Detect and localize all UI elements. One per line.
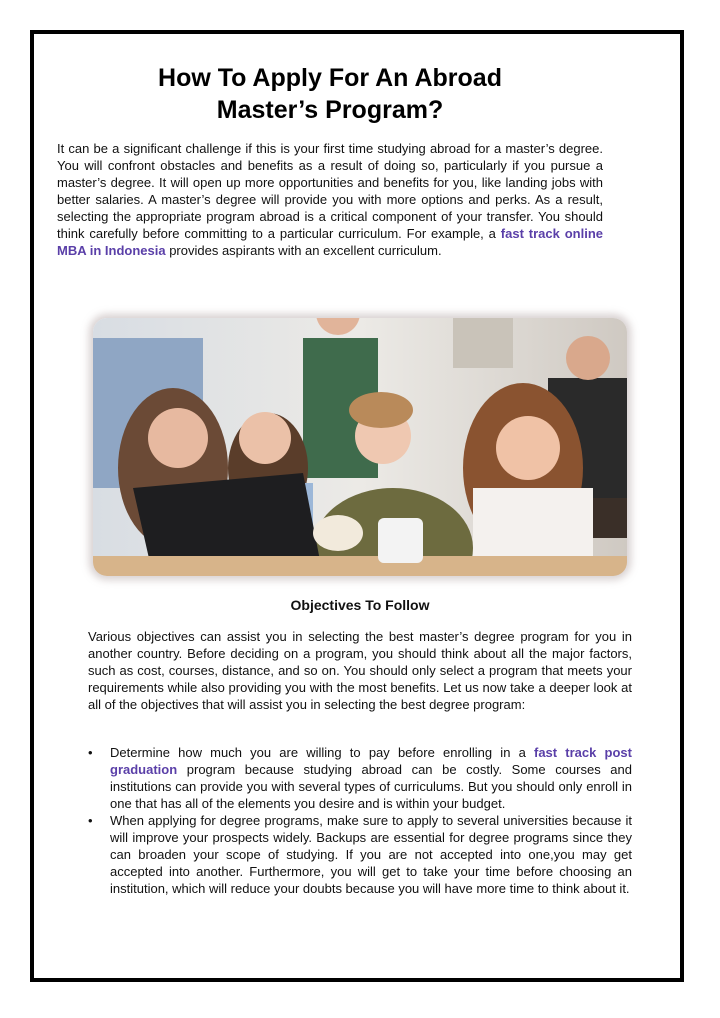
intro-paragraph xyxy=(57,140,603,259)
bullet-icon: • xyxy=(88,745,93,760)
bullet-1-text-end: program because studying abroad can be costly. Some courses and institutions can provide you with several types of curriculums. But you should only enroll in one that has all of the elements you desire and is within your budget. xyxy=(110,762,632,811)
bullet-2-text: When applying for degree programs, make sure to apply to several universities because it will improve your prospects widely. Backups are essential for degree programs since they can broaden your scope of studying. If you are not accepted into one,you may get accepted into another. Furthermore, you will get to take your time before choosing an institution, which will reduce your doubts because you will have more time to think about it. xyxy=(110,813,632,896)
bullet-icon: • xyxy=(88,813,93,828)
article xyxy=(57,62,603,259)
students-laptop-photo xyxy=(93,318,627,576)
intro-text-end: provides aspirants with an excellent curriculum. xyxy=(165,243,442,258)
objectives-paragraph: Various objectives can assist you in selecting the best master’s degree program for you in another country. Before deciding on a program, you should think about all the major factors, such as cost, courses, distance, and so on. You should only select a program that meets your requirements while also providing you with the most benefits. Let us now take a deeper look at all of the objectives that will assist you in selecting the best degree program: xyxy=(88,629,632,712)
bullet-1-text-start: Determine how much you are willing to pay before enrolling in a xyxy=(110,745,534,760)
intro-text-start: It can be a significant challenge if this is your first time studying abroad for a master’s degree. You will confront obstacles and benefits as a result of doing so, particularly if you pursue a master’s degree. It will open up more opportunities and benefits for you, like landing jobs with better salaries. A master’s degree will provide you with more options and perks. As a result, selecting the appropriate program abroad is a critical component of your transfer. You should think carefully before committing to a particular curriculum. For example, a xyxy=(57,141,603,241)
list-item xyxy=(88,744,632,812)
post-graduation-link[interactable]: fast track post graduation xyxy=(110,745,632,777)
title-line-2: Master’s Program? xyxy=(216,96,444,124)
objectives-list xyxy=(88,744,632,897)
list-item xyxy=(88,812,632,897)
page-title xyxy=(57,62,603,126)
mba-indonesia-link[interactable]: fast track online MBA in Indonesia xyxy=(57,226,604,258)
section-heading: Objectives To Follow xyxy=(290,597,430,613)
title-line-1: How To Apply For An Abroad xyxy=(158,64,502,92)
